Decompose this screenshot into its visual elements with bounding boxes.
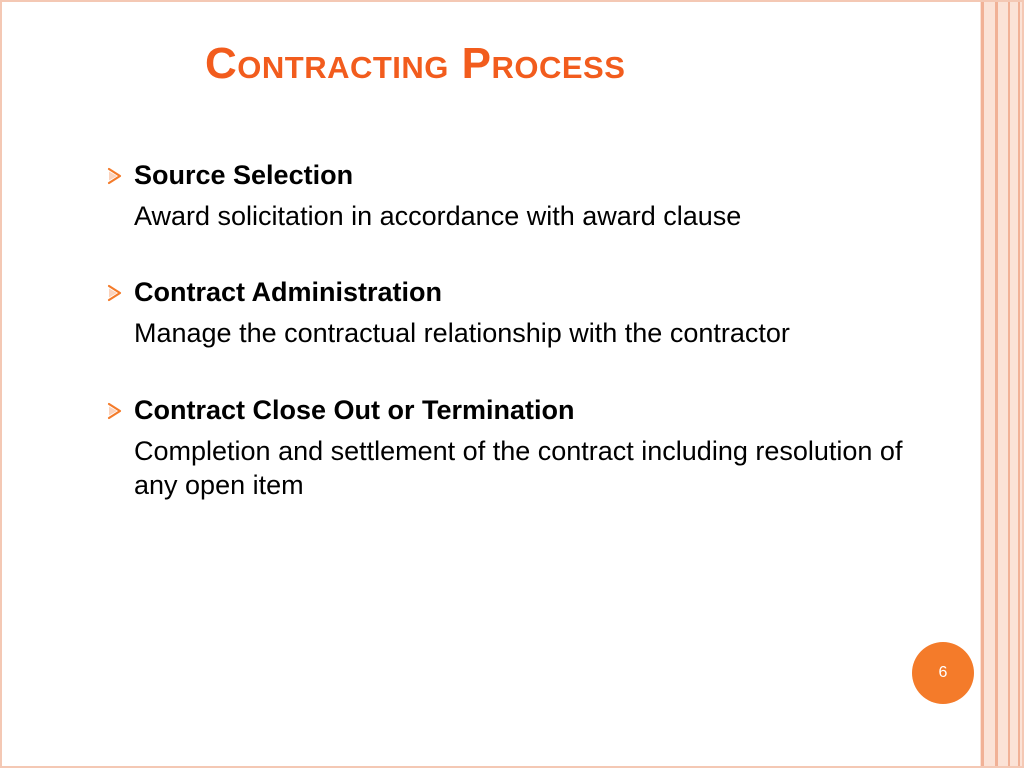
- list-item-heading-row: [134, 275, 930, 310]
- slide-title: Contracting Process: [205, 39, 626, 88]
- list-item-heading: Contract Administration: [134, 277, 443, 308]
- list-item-heading: Source Selection: [134, 160, 354, 190]
- decorative-stripe: [1008, 0, 1010, 768]
- list-item-description: Manage the contractual relationship with the contractor: [134, 318, 790, 349]
- list-item-description: Award solicitation in accordance with award clause: [134, 201, 742, 232]
- arrow-bullet-icon: [106, 284, 124, 302]
- list-item: [100, 393, 930, 503]
- decorative-stripe: [995, 0, 998, 768]
- list-item-description: Completion and settlement of the contract including resolution of any open item: [134, 435, 903, 501]
- list-item: [100, 158, 930, 233]
- arrow-bullet-icon: [106, 167, 124, 185]
- bullet-list: [100, 158, 930, 544]
- decorative-stripe: [1018, 0, 1020, 768]
- list-item-heading-row: [134, 158, 930, 193]
- page-number-badge: 6: [912, 642, 974, 704]
- arrow-bullet-icon: [106, 402, 124, 420]
- decorative-stripe: [981, 0, 984, 768]
- list-item-heading-row: [134, 393, 930, 428]
- list-item: [100, 275, 930, 350]
- list-item-heading: Contract Close Out or Termination: [134, 394, 575, 425]
- decorative-stripe-panel: [980, 0, 1024, 768]
